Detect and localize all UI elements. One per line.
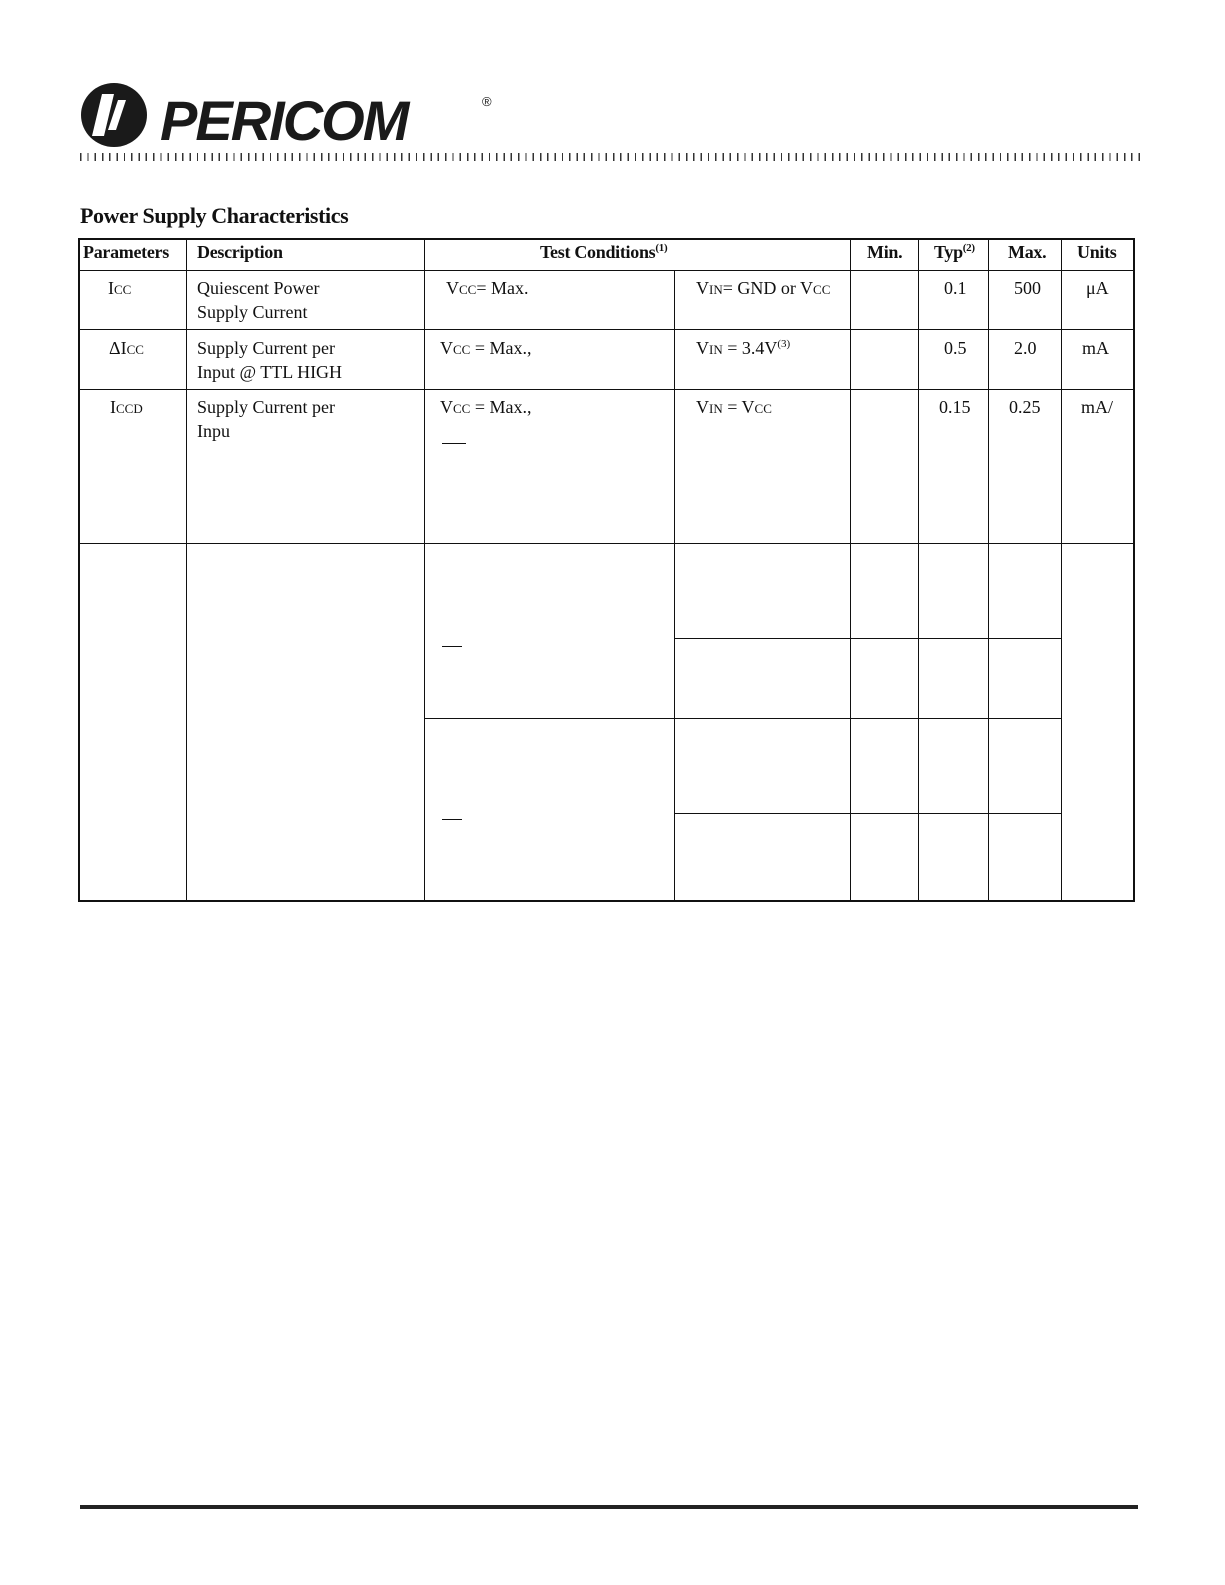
max-value: 500 <box>1014 278 1041 298</box>
typ-value: 0.5 <box>944 338 967 358</box>
units-value: μA <box>1086 278 1109 298</box>
units-value: mA/ <box>1081 397 1114 417</box>
header-units: Units <box>1077 242 1117 262</box>
condition-vcc: VCC = Max., <box>440 338 532 358</box>
condition-vcc: VCC = Max., <box>440 397 532 417</box>
max-value: 0.25 <box>1009 397 1041 417</box>
brand-name: PERICOM <box>160 89 408 150</box>
registered-mark: ® <box>482 94 492 109</box>
condition-vin: VIN = $3.4V^{(3)}$ <box>696 338 791 358</box>
section-title: Power Supply Characteristics <box>80 203 349 228</box>
typ-value: 0.15 <box>939 397 971 417</box>
condition-vin: VIN = VCC <box>696 397 772 417</box>
overbar-mark <box>442 443 466 444</box>
header-tick-rule <box>80 153 1140 161</box>
power-supply-table <box>78 238 1135 902</box>
header-min: Min. <box>867 242 903 262</box>
max-value: 2.0 <box>1014 338 1037 358</box>
header-typ: Typ$^{(2)}$ <box>934 242 975 262</box>
header-max: Max. <box>1008 242 1047 262</box>
param-iccd: ICCD <box>110 397 143 417</box>
overbar-mark <box>442 819 462 820</box>
header-parameters: Parameters <box>83 242 169 262</box>
desc-line: Supply Current per <box>197 338 335 358</box>
desc-line: Supply Current <box>197 302 308 322</box>
overbar-mark <box>442 646 462 647</box>
desc-line: Inpu <box>197 421 230 441</box>
footer-rule <box>80 1505 1138 1509</box>
param-icc: ICC <box>108 278 132 298</box>
desc-line: Input @ TTL HIGH <box>197 362 343 382</box>
header-test-conditions: Test Conditions$^{(1)}$ <box>540 242 668 262</box>
header-description: Description <box>197 242 283 262</box>
typ-value: 0.1 <box>944 278 967 298</box>
param-delta-icc: ΔICC <box>109 338 144 358</box>
units-value: mA <box>1082 338 1109 358</box>
condition-vin: VIN= GND or VCC <box>696 278 831 298</box>
desc-line: Quiescent Power <box>197 278 320 298</box>
condition-vcc: VCC= Max. <box>446 278 529 298</box>
pericom-logo <box>80 80 500 150</box>
desc-line: Supply Current per <box>197 397 335 417</box>
